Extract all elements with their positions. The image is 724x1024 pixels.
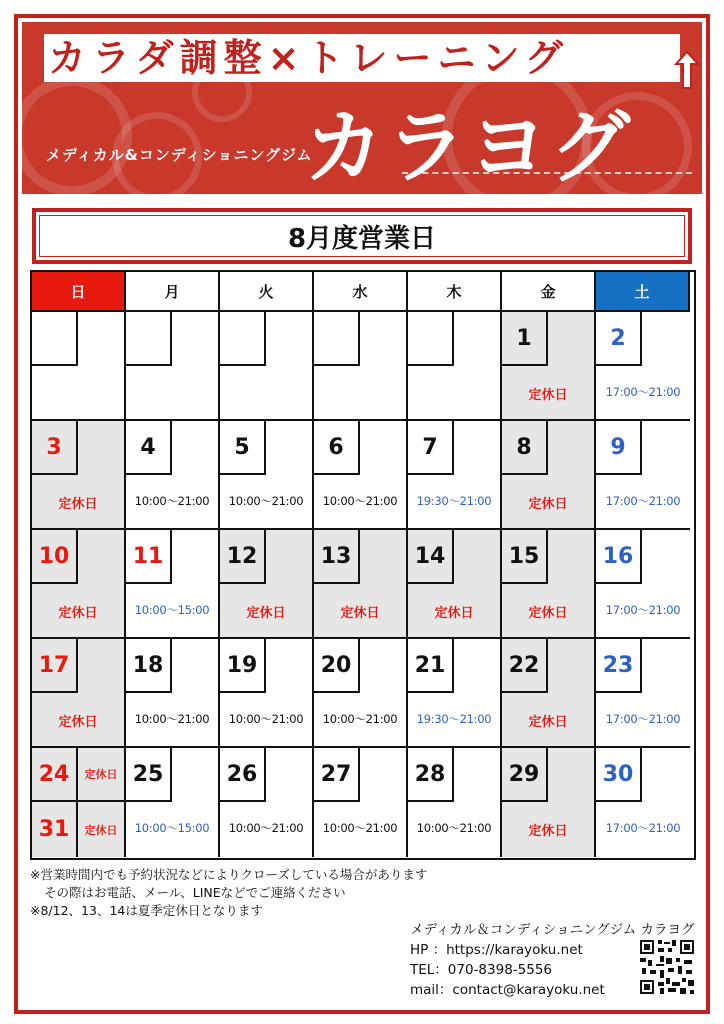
calendar-day bbox=[220, 312, 314, 421]
closed-label: 定休日 bbox=[58, 606, 98, 621]
day-number bbox=[32, 312, 78, 366]
note-line: その際はお電話、メール、LINEなどでご連絡ください bbox=[44, 885, 346, 900]
calendar bbox=[30, 270, 696, 860]
calendar-day-half bbox=[32, 748, 124, 802]
brand-logo: カラヨグ bbox=[304, 101, 632, 194]
business-hours: 17:00〜21:00 bbox=[605, 603, 681, 617]
day-number: 21 bbox=[408, 639, 454, 693]
divider bbox=[402, 172, 692, 174]
up-arrow-icon bbox=[674, 50, 700, 90]
email-link[interactable]: mail：contact@karayoku.net bbox=[410, 982, 605, 998]
closed-label: 定休日 bbox=[528, 715, 568, 730]
closed-label: 定休日 bbox=[58, 497, 98, 512]
business-hours: 10:00〜21:00 bbox=[228, 821, 304, 835]
calendar-day bbox=[502, 421, 596, 530]
business-hours: 10:00〜21:00 bbox=[134, 712, 210, 726]
weekday-header: 月 bbox=[126, 272, 220, 312]
calendar-day bbox=[596, 639, 690, 748]
business-hours: 10:00〜15:00 bbox=[134, 821, 210, 835]
business-hours: 10:00〜21:00 bbox=[228, 712, 304, 726]
day-number: 18 bbox=[126, 639, 172, 693]
day-number bbox=[408, 312, 454, 366]
tagline: カラダ調整×トレーニング bbox=[44, 34, 680, 82]
closed-label: 定休日 bbox=[340, 606, 380, 621]
page-title: 8月度営業日 bbox=[39, 215, 685, 257]
note-line: ※8/12、13、14は夏季定休日となります bbox=[30, 903, 263, 918]
day-number: 7 bbox=[408, 421, 454, 475]
day-number: 12 bbox=[220, 530, 266, 584]
closed-label: 定休日 bbox=[84, 823, 118, 837]
calendar-day bbox=[596, 748, 690, 857]
business-hours: 10:00〜21:00 bbox=[322, 494, 398, 508]
day-number bbox=[126, 312, 172, 366]
calendar-day bbox=[126, 530, 220, 639]
business-hours: 10:00〜21:00 bbox=[228, 494, 304, 508]
calendar-day bbox=[220, 421, 314, 530]
closed-label: 定休日 bbox=[528, 388, 568, 403]
calendar-day-half bbox=[32, 802, 124, 857]
day-number: 9 bbox=[596, 421, 642, 475]
business-hours: 10:00〜21:00 bbox=[322, 712, 398, 726]
calendar-day bbox=[126, 312, 220, 421]
calendar-day bbox=[314, 639, 408, 748]
business-hours: 10:00〜21:00 bbox=[134, 494, 210, 508]
day-number: 28 bbox=[408, 748, 454, 802]
closed-label: 定休日 bbox=[434, 606, 474, 621]
calendar-day bbox=[126, 639, 220, 748]
calendar-day bbox=[220, 639, 314, 748]
day-number: 8 bbox=[502, 421, 548, 475]
weekday-header: 金 bbox=[502, 272, 596, 312]
calendar-day bbox=[408, 530, 502, 639]
day-number bbox=[220, 312, 266, 366]
day-number: 10 bbox=[32, 530, 78, 584]
calendar-day bbox=[502, 530, 596, 639]
closed-label: 定休日 bbox=[84, 768, 118, 781]
note-line: ※営業時間内でも予約状況などによりクローズしている場合があります bbox=[30, 867, 428, 882]
day-number: 2 bbox=[596, 312, 642, 366]
day-number: 25 bbox=[126, 748, 172, 802]
day-number: 19 bbox=[220, 639, 266, 693]
qr-code-icon bbox=[638, 938, 696, 996]
business-hours: 17:00〜21:00 bbox=[605, 712, 681, 726]
day-number: 30 bbox=[596, 748, 642, 802]
weekday-header: 日 bbox=[32, 272, 126, 312]
header-banner bbox=[22, 22, 702, 194]
business-hours: 17:00〜21:00 bbox=[605, 821, 681, 835]
closed-label: 定休日 bbox=[246, 606, 286, 621]
calendar-day bbox=[596, 530, 690, 639]
calendar-day bbox=[408, 639, 502, 748]
business-hours: 17:00〜21:00 bbox=[605, 385, 681, 399]
day-number: 31 bbox=[32, 802, 78, 857]
calendar-day bbox=[314, 748, 408, 857]
closed-label: 定休日 bbox=[528, 606, 568, 621]
calendar-day bbox=[32, 312, 126, 421]
calendar-day bbox=[32, 421, 126, 530]
calendar-day bbox=[314, 312, 408, 421]
day-number: 3 bbox=[32, 421, 78, 475]
business-hours: 17:00〜21:00 bbox=[605, 494, 681, 508]
business-hours: 10:00〜21:00 bbox=[416, 821, 492, 835]
closed-label: 定休日 bbox=[58, 715, 98, 730]
calendar-day bbox=[502, 748, 596, 857]
phone-number[interactable]: TEL：070-8398-5556 bbox=[410, 962, 553, 978]
day-number: 11 bbox=[126, 530, 172, 584]
day-number: 5 bbox=[220, 421, 266, 475]
day-number: 23 bbox=[596, 639, 642, 693]
calendar-day bbox=[502, 312, 596, 421]
calendar-day bbox=[596, 312, 690, 421]
business-hours: 19:30〜21:00 bbox=[416, 712, 492, 726]
day-number: 1 bbox=[502, 312, 548, 366]
calendar-day bbox=[314, 421, 408, 530]
business-hours: 10:00〜21:00 bbox=[322, 821, 398, 835]
gym-name: メディカル＆コンディショニングジム カラヨグ bbox=[410, 922, 695, 938]
calendar-day bbox=[502, 639, 596, 748]
weekday-header: 水 bbox=[314, 272, 408, 312]
calendar-day bbox=[126, 748, 220, 857]
weekday-header: 火 bbox=[220, 272, 314, 312]
day-number: 20 bbox=[314, 639, 360, 693]
day-number: 4 bbox=[126, 421, 172, 475]
day-number: 29 bbox=[502, 748, 548, 802]
day-number: 14 bbox=[408, 530, 454, 584]
day-number: 27 bbox=[314, 748, 360, 802]
notes bbox=[30, 866, 427, 920]
closed-label: 定休日 bbox=[528, 824, 568, 839]
day-number: 13 bbox=[314, 530, 360, 584]
calendar-day bbox=[408, 748, 502, 857]
day-number: 22 bbox=[502, 639, 548, 693]
day-number bbox=[314, 312, 360, 366]
day-number: 17 bbox=[32, 639, 78, 693]
title-box bbox=[32, 208, 692, 264]
business-hours: 10:00〜15:00 bbox=[134, 603, 210, 617]
calendar-day bbox=[32, 530, 126, 639]
weekday-header: 木 bbox=[408, 272, 502, 312]
calendar-day bbox=[314, 530, 408, 639]
calendar-day bbox=[408, 421, 502, 530]
calendar-day bbox=[32, 639, 126, 748]
calendar-day bbox=[220, 748, 314, 857]
day-number: 16 bbox=[596, 530, 642, 584]
day-number: 6 bbox=[314, 421, 360, 475]
business-hours: 19:30〜21:00 bbox=[416, 494, 492, 508]
calendar-day bbox=[408, 312, 502, 421]
calendar-day-split bbox=[32, 748, 126, 857]
website-link[interactable]: HP ：https://karayoku.net bbox=[410, 942, 583, 958]
day-number: 24 bbox=[32, 748, 78, 800]
calendar-day bbox=[220, 530, 314, 639]
day-number: 15 bbox=[502, 530, 548, 584]
calendar-grid bbox=[32, 272, 694, 857]
calendar-day bbox=[126, 421, 220, 530]
closed-label: 定休日 bbox=[528, 497, 568, 512]
day-number: 26 bbox=[220, 748, 266, 802]
weekday-header: 土 bbox=[596, 272, 690, 312]
flyer-frame bbox=[14, 14, 710, 1014]
subtitle: メディカル&コンディショニングジム bbox=[46, 146, 313, 164]
calendar-day bbox=[596, 421, 690, 530]
